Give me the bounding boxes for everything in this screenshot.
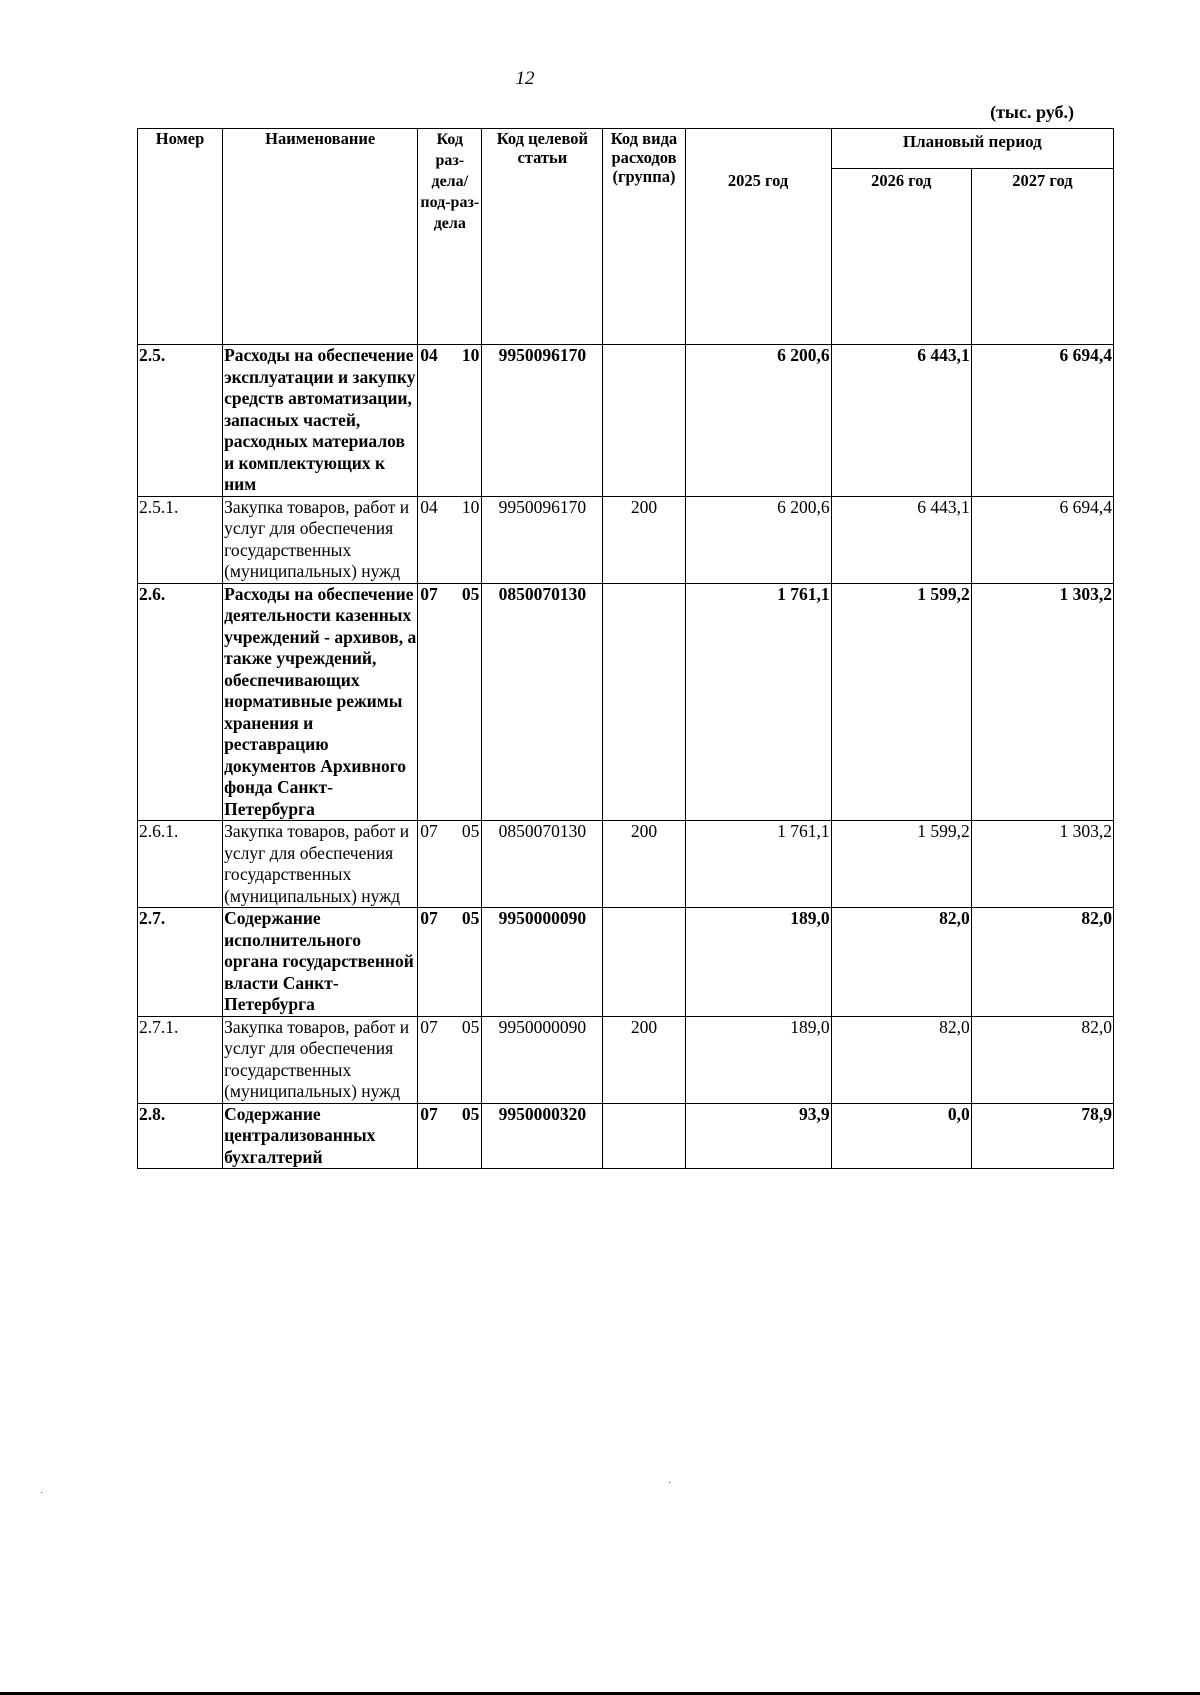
row-section: 07 bbox=[420, 908, 438, 928]
row-2027-value: 1 303,2 bbox=[971, 821, 1113, 908]
row-expense-type bbox=[603, 345, 685, 497]
row-number: 2.5.1. bbox=[138, 496, 223, 583]
row-2027-value: 1 303,2 bbox=[971, 583, 1113, 821]
table-row bbox=[138, 821, 1114, 908]
row-section-code bbox=[418, 821, 482, 908]
row-target-code: 9950096170 bbox=[482, 345, 603, 497]
row-2025-value: 189,0 bbox=[685, 908, 831, 1017]
table-row bbox=[138, 1103, 1114, 1169]
row-2026-value: 1 599,2 bbox=[831, 583, 971, 821]
header-year-2026: 2026 год bbox=[831, 169, 971, 345]
row-2025-value: 1 761,1 bbox=[685, 821, 831, 908]
row-expense-type bbox=[603, 583, 685, 821]
table-row bbox=[138, 496, 1114, 583]
page-number: 12 bbox=[515, 68, 535, 89]
table-body bbox=[138, 345, 1114, 1169]
table-row bbox=[138, 1016, 1114, 1103]
row-expense-type: 200 bbox=[603, 1016, 685, 1103]
row-2026-value: 82,0 bbox=[831, 908, 971, 1017]
row-expense-type bbox=[603, 1103, 685, 1169]
row-number: 2.7. bbox=[138, 908, 223, 1017]
row-section-code bbox=[418, 496, 482, 583]
header-section-code-text: Код раз-дела/ под-раз-дела bbox=[420, 131, 480, 232]
row-section-code bbox=[418, 908, 482, 1017]
row-2025-value: 6 200,6 bbox=[685, 345, 831, 497]
row-2027-value: 82,0 bbox=[971, 908, 1113, 1017]
row-name: Расходы на обеспечение деятельности казенных учреждений - архивов, а также учреждений, обеспечивающих нормативные режимы хранения и реставрацию документов Архивного фонда Санкт-Петербурга bbox=[224, 583, 417, 819]
row-target-code: 0850070130 bbox=[482, 583, 603, 821]
row-target-code: 9950096170 bbox=[482, 496, 603, 583]
budget-table bbox=[137, 128, 1114, 1169]
row-subsection: 10 bbox=[461, 496, 480, 517]
row-2027-value: 78,9 bbox=[971, 1103, 1113, 1169]
row-section-code bbox=[418, 1016, 482, 1103]
row-expense-type bbox=[603, 908, 685, 1017]
row-section: 07 bbox=[420, 1016, 438, 1037]
row-section-code bbox=[418, 1103, 482, 1169]
row-target-code: 9950000090 bbox=[482, 1016, 603, 1103]
row-name: Закупка товаров, работ и услуг для обеспечения государственных (муниципальных) нужд bbox=[223, 496, 418, 583]
row-2027-value: 6 694,4 bbox=[971, 345, 1113, 497]
row-2025-value: 93,9 bbox=[685, 1103, 831, 1169]
row-section: 07 bbox=[420, 821, 438, 841]
row-2026-value: 6 443,1 bbox=[831, 345, 971, 497]
row-name: Расходы на обеспечение эксплуатации и закупку средств автоматизации, запасных частей, расходных материалов и комплектующих к ним bbox=[223, 345, 418, 497]
units-label: (тыс. руб.) bbox=[990, 102, 1074, 122]
table-row bbox=[138, 583, 1114, 821]
header-name: Наименование bbox=[223, 129, 418, 345]
row-name: Содержание централизованных бухгалтерий bbox=[223, 1103, 418, 1169]
table-row bbox=[138, 345, 1114, 497]
header-year-2027: 2027 год bbox=[971, 169, 1113, 345]
row-target-code: 9950000320 bbox=[482, 1103, 603, 1169]
header-expense-type: Код вида расходов (группа) bbox=[603, 129, 685, 345]
header-section-code bbox=[418, 129, 482, 345]
row-subsection: 05 bbox=[461, 821, 480, 841]
header-planning-period: Плановый период bbox=[831, 129, 1113, 169]
row-number: 2.8. bbox=[138, 1103, 223, 1169]
row-subsection: 05 bbox=[461, 583, 480, 604]
row-section-code bbox=[418, 345, 482, 497]
row-2026-value: 82,0 bbox=[831, 1016, 971, 1103]
row-2025-value: 6 200,6 bbox=[685, 496, 831, 583]
scan-speck: · bbox=[668, 1478, 672, 1489]
row-subsection: 05 bbox=[461, 908, 480, 928]
row-2025-value: 189,0 bbox=[685, 1016, 831, 1103]
header-target-code: Код целевой статьи bbox=[482, 129, 603, 345]
table-header bbox=[138, 129, 1114, 345]
row-2026-value: 0,0 bbox=[831, 1103, 971, 1169]
row-section: 04 bbox=[420, 345, 438, 365]
row-2025-value: 1 761,1 bbox=[685, 583, 831, 821]
table-row bbox=[138, 908, 1114, 1017]
row-number: 2.6. bbox=[138, 583, 223, 821]
scan-speck: · bbox=[40, 1488, 44, 1499]
row-subsection: 05 bbox=[461, 1016, 480, 1037]
row-expense-type: 200 bbox=[603, 821, 685, 908]
row-section: 04 bbox=[420, 496, 438, 517]
row-subsection: 05 bbox=[461, 1103, 480, 1124]
header-number: Номер bbox=[138, 129, 223, 345]
row-target-code: 0850070130 bbox=[482, 821, 603, 908]
row-2026-value: 1 599,2 bbox=[831, 821, 971, 908]
row-2026-value: 6 443,1 bbox=[831, 496, 971, 583]
row-expense-type: 200 bbox=[603, 496, 685, 583]
row-section-code bbox=[418, 583, 482, 821]
row-name: Закупка товаров, работ и услуг для обеспечения государственных (муниципальных) нужд bbox=[223, 1016, 418, 1103]
header-year-2025: 2025 год bbox=[685, 129, 831, 345]
row-target-code: 9950000090 bbox=[482, 908, 603, 1017]
row-name: Содержание исполнительного органа государственной власти Санкт-Петербурга bbox=[223, 908, 418, 1017]
row-section: 07 bbox=[420, 583, 438, 604]
row-number: 2.6.1. bbox=[138, 821, 223, 908]
row-2027-value: 82,0 bbox=[971, 1016, 1113, 1103]
row-name: Закупка товаров, работ и услуг для обеспечения государственных (муниципальных) нужд bbox=[223, 821, 418, 908]
row-number: 2.5. bbox=[138, 345, 223, 497]
row-subsection: 10 bbox=[461, 345, 480, 365]
row-number: 2.7.1. bbox=[138, 1016, 223, 1103]
row-2027-value: 6 694,4 bbox=[971, 496, 1113, 583]
row-section: 07 bbox=[420, 1103, 438, 1124]
